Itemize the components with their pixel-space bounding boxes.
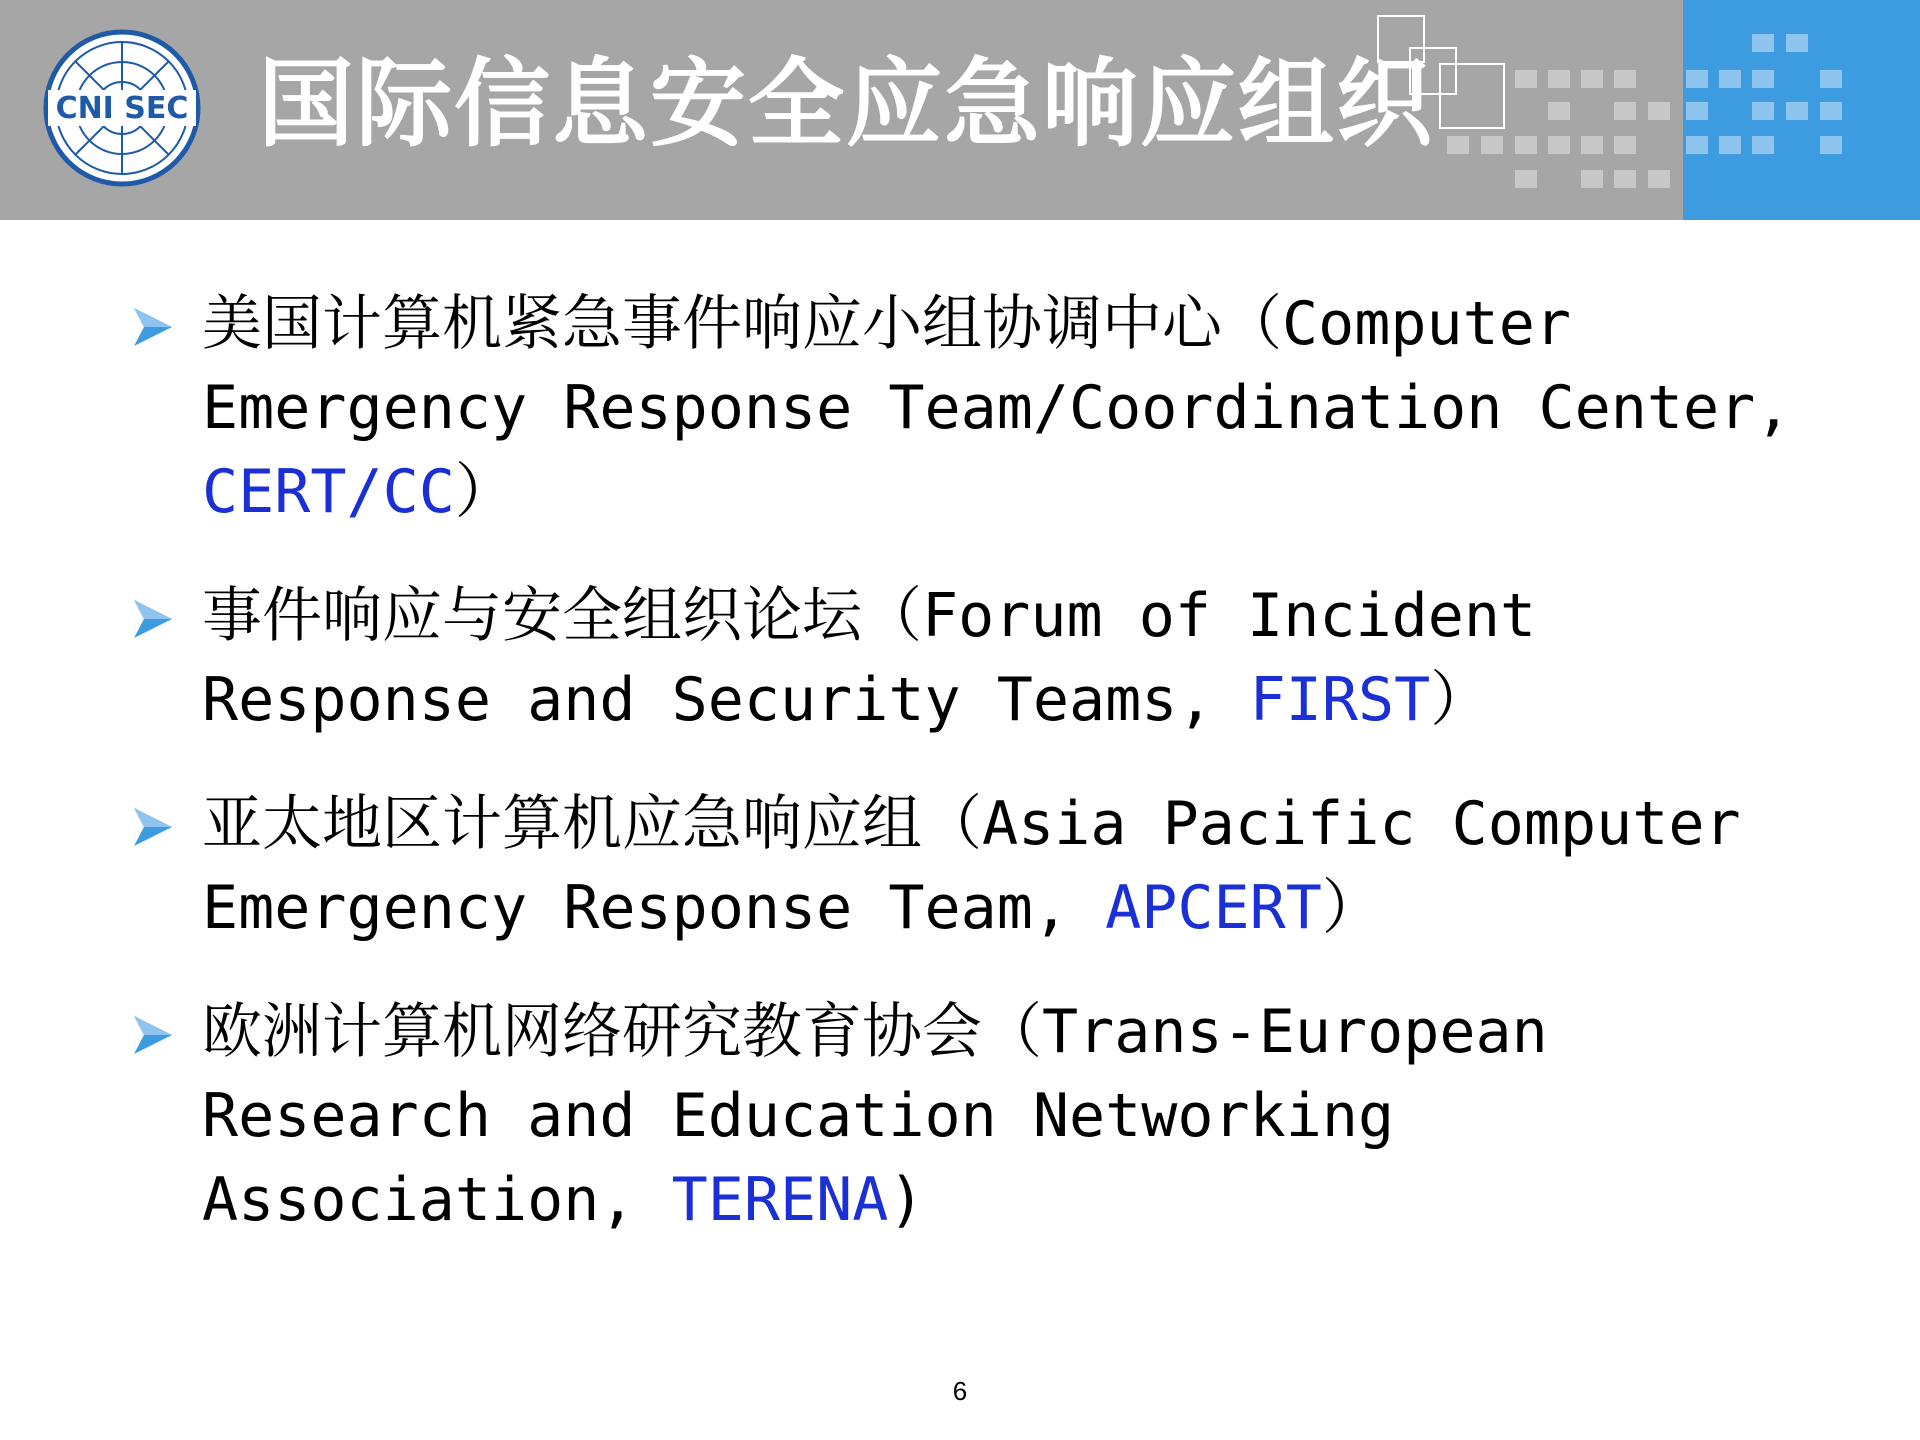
item-text <box>202 782 1830 950</box>
cnisec-logo <box>42 28 202 188</box>
item-suffix: ） <box>1430 665 1491 735</box>
item-description: 美国计算机紧急事件响应小组协调中心（Computer Emergency Response Team/Coordination Center, <box>202 289 1828 443</box>
item-text <box>202 574 1830 742</box>
item-abbreviation: TERENA <box>671 1165 889 1235</box>
page-number: 6 <box>952 1376 968 1406</box>
item-description: 亚太地区计算机应急响应组（Asia Pacific Computer Emergency Response Team, <box>202 789 1777 943</box>
item-suffix: ） <box>454 457 515 527</box>
slide-header <box>0 0 1920 220</box>
item-suffix: ) <box>888 1165 925 1235</box>
list-item <box>130 282 1830 534</box>
item-abbreviation: FIRST <box>1249 665 1431 735</box>
item-suffix: ） <box>1321 873 1382 943</box>
arrow-bullet-icon <box>130 304 176 350</box>
slide-title: 国际信息安全应急响应组织 <box>258 48 1434 160</box>
list-item <box>130 782 1830 950</box>
svg-text:CNI SEC: CNI SEC <box>55 91 189 126</box>
arrow-bullet-icon <box>130 596 176 642</box>
arrow-bullet-icon <box>130 1012 176 1058</box>
item-abbreviation: CERT/CC <box>202 457 455 527</box>
list-item <box>130 574 1830 742</box>
list-item <box>130 990 1830 1242</box>
item-text <box>202 990 1830 1242</box>
arrow-bullet-icon <box>130 804 176 850</box>
item-abbreviation: APCERT <box>1105 873 1322 943</box>
item-description: 事件响应与安全组织论坛（Forum of Incident Response and Security Teams, <box>202 581 1573 735</box>
bullet-list <box>130 282 1830 1282</box>
item-text <box>202 282 1830 534</box>
item-description: 欧洲计算机网络研究教育协会（Trans-European Research and Education Networking Association, <box>202 997 1584 1235</box>
